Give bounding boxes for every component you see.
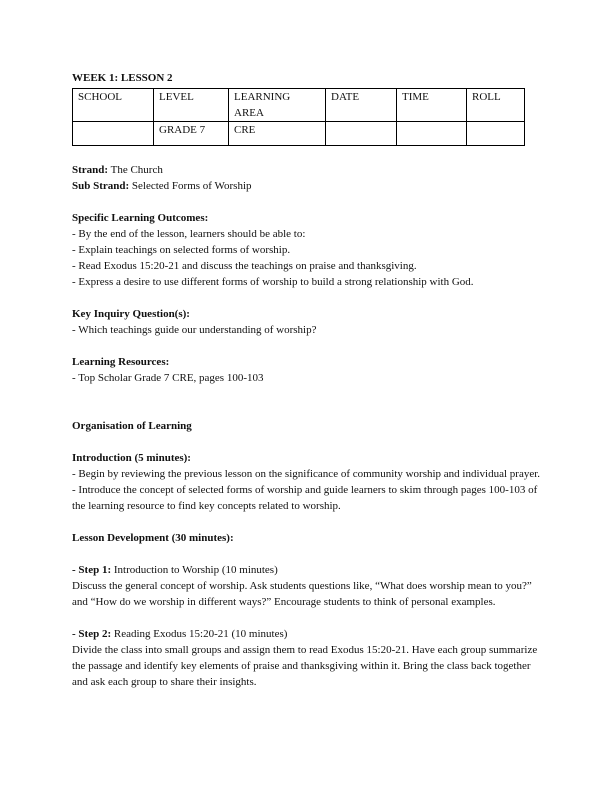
outcomes-heading: Specific Learning Outcomes: xyxy=(72,212,209,224)
table-row xyxy=(73,122,525,146)
lesson-plan-page xyxy=(72,70,542,690)
introduction-heading: Introduction (5 minutes): xyxy=(72,452,191,464)
lesson-info-table xyxy=(72,88,525,146)
table-header-row xyxy=(73,89,525,122)
step-1-label: - Step 1: xyxy=(72,564,112,576)
outcomes-section xyxy=(72,210,542,290)
step-2-label: - Step 2: xyxy=(72,628,112,640)
strand-line xyxy=(72,162,542,178)
cell-level: GRADE 7 xyxy=(154,122,229,146)
resource-item: - Top Scholar Grade 7 CRE, pages 100-103 xyxy=(72,372,264,384)
introduction-section xyxy=(72,450,542,514)
header-time: TIME xyxy=(397,89,467,122)
inquiry-heading: Key Inquiry Question(s): xyxy=(72,308,190,320)
header-school: SCHOOL xyxy=(73,89,154,122)
cell-roll xyxy=(467,122,525,146)
step-2-title: Reading Exodus 15:20-21 (10 minutes) xyxy=(111,628,288,640)
resources-section xyxy=(72,354,542,386)
outcome-item: - Read Exodus 15:20-21 and discuss the teachings on praise and thanksgiving. xyxy=(72,260,417,272)
step-1 xyxy=(72,562,542,610)
cell-time xyxy=(397,122,467,146)
step-2 xyxy=(72,626,542,690)
sub-strand-label: Sub Strand: xyxy=(72,180,130,192)
step-2-body: Divide the class into small groups and assign them to read Exodus 15:20-21. Have each group summarize the passage and identify key elements of praise and thanksgiving within it. Bring the class back together and ask each group to share their insights. xyxy=(72,644,538,688)
header-level: LEVEL xyxy=(154,89,229,122)
development-heading: Lesson Development (30 minutes): xyxy=(72,532,234,544)
resources-heading: Learning Resources: xyxy=(72,356,170,368)
week-lesson-title: WEEK 1: LESSON 2 xyxy=(72,72,173,84)
sub-strand-value: Selected Forms of Worship xyxy=(129,180,252,192)
inquiry-section xyxy=(72,306,542,338)
cell-learning-area: CRE xyxy=(229,122,326,146)
cell-school xyxy=(73,122,154,146)
outcome-item: - Explain teachings on selected forms of worship. xyxy=(72,244,291,256)
organisation-heading: Organisation of Learning xyxy=(72,420,192,432)
step-1-title: Introduction to Worship (10 minutes) xyxy=(111,564,278,576)
strand-value: The Church xyxy=(108,164,163,176)
sub-strand-line xyxy=(72,178,542,194)
introduction-item: - Introduce the concept of selected forms of worship and guide learners to skim through pages 100-103 of the learning resource to find key concepts related to worship. xyxy=(72,484,538,512)
introduction-item: - Begin by reviewing the previous lesson on the significance of community worship and individual prayer. xyxy=(72,468,541,480)
inquiry-item: - Which teachings guide our understanding of worship? xyxy=(72,324,317,336)
header-date: DATE xyxy=(326,89,397,122)
strand-label: Strand: xyxy=(72,164,109,176)
cell-date xyxy=(326,122,397,146)
outcome-item: - By the end of the lesson, learners should be able to: xyxy=(72,228,306,240)
header-learning-area: LEARNING AREA xyxy=(229,89,326,122)
header-roll: ROLL xyxy=(467,89,525,122)
step-1-body: Discuss the general concept of worship. Ask students questions like, “What does worship mean to you?” and “How do we worship in different ways?” Encourage students to think of personal examples. xyxy=(72,580,532,608)
outcome-item: - Express a desire to use different forms of worship to build a strong relationship with God. xyxy=(72,276,474,288)
